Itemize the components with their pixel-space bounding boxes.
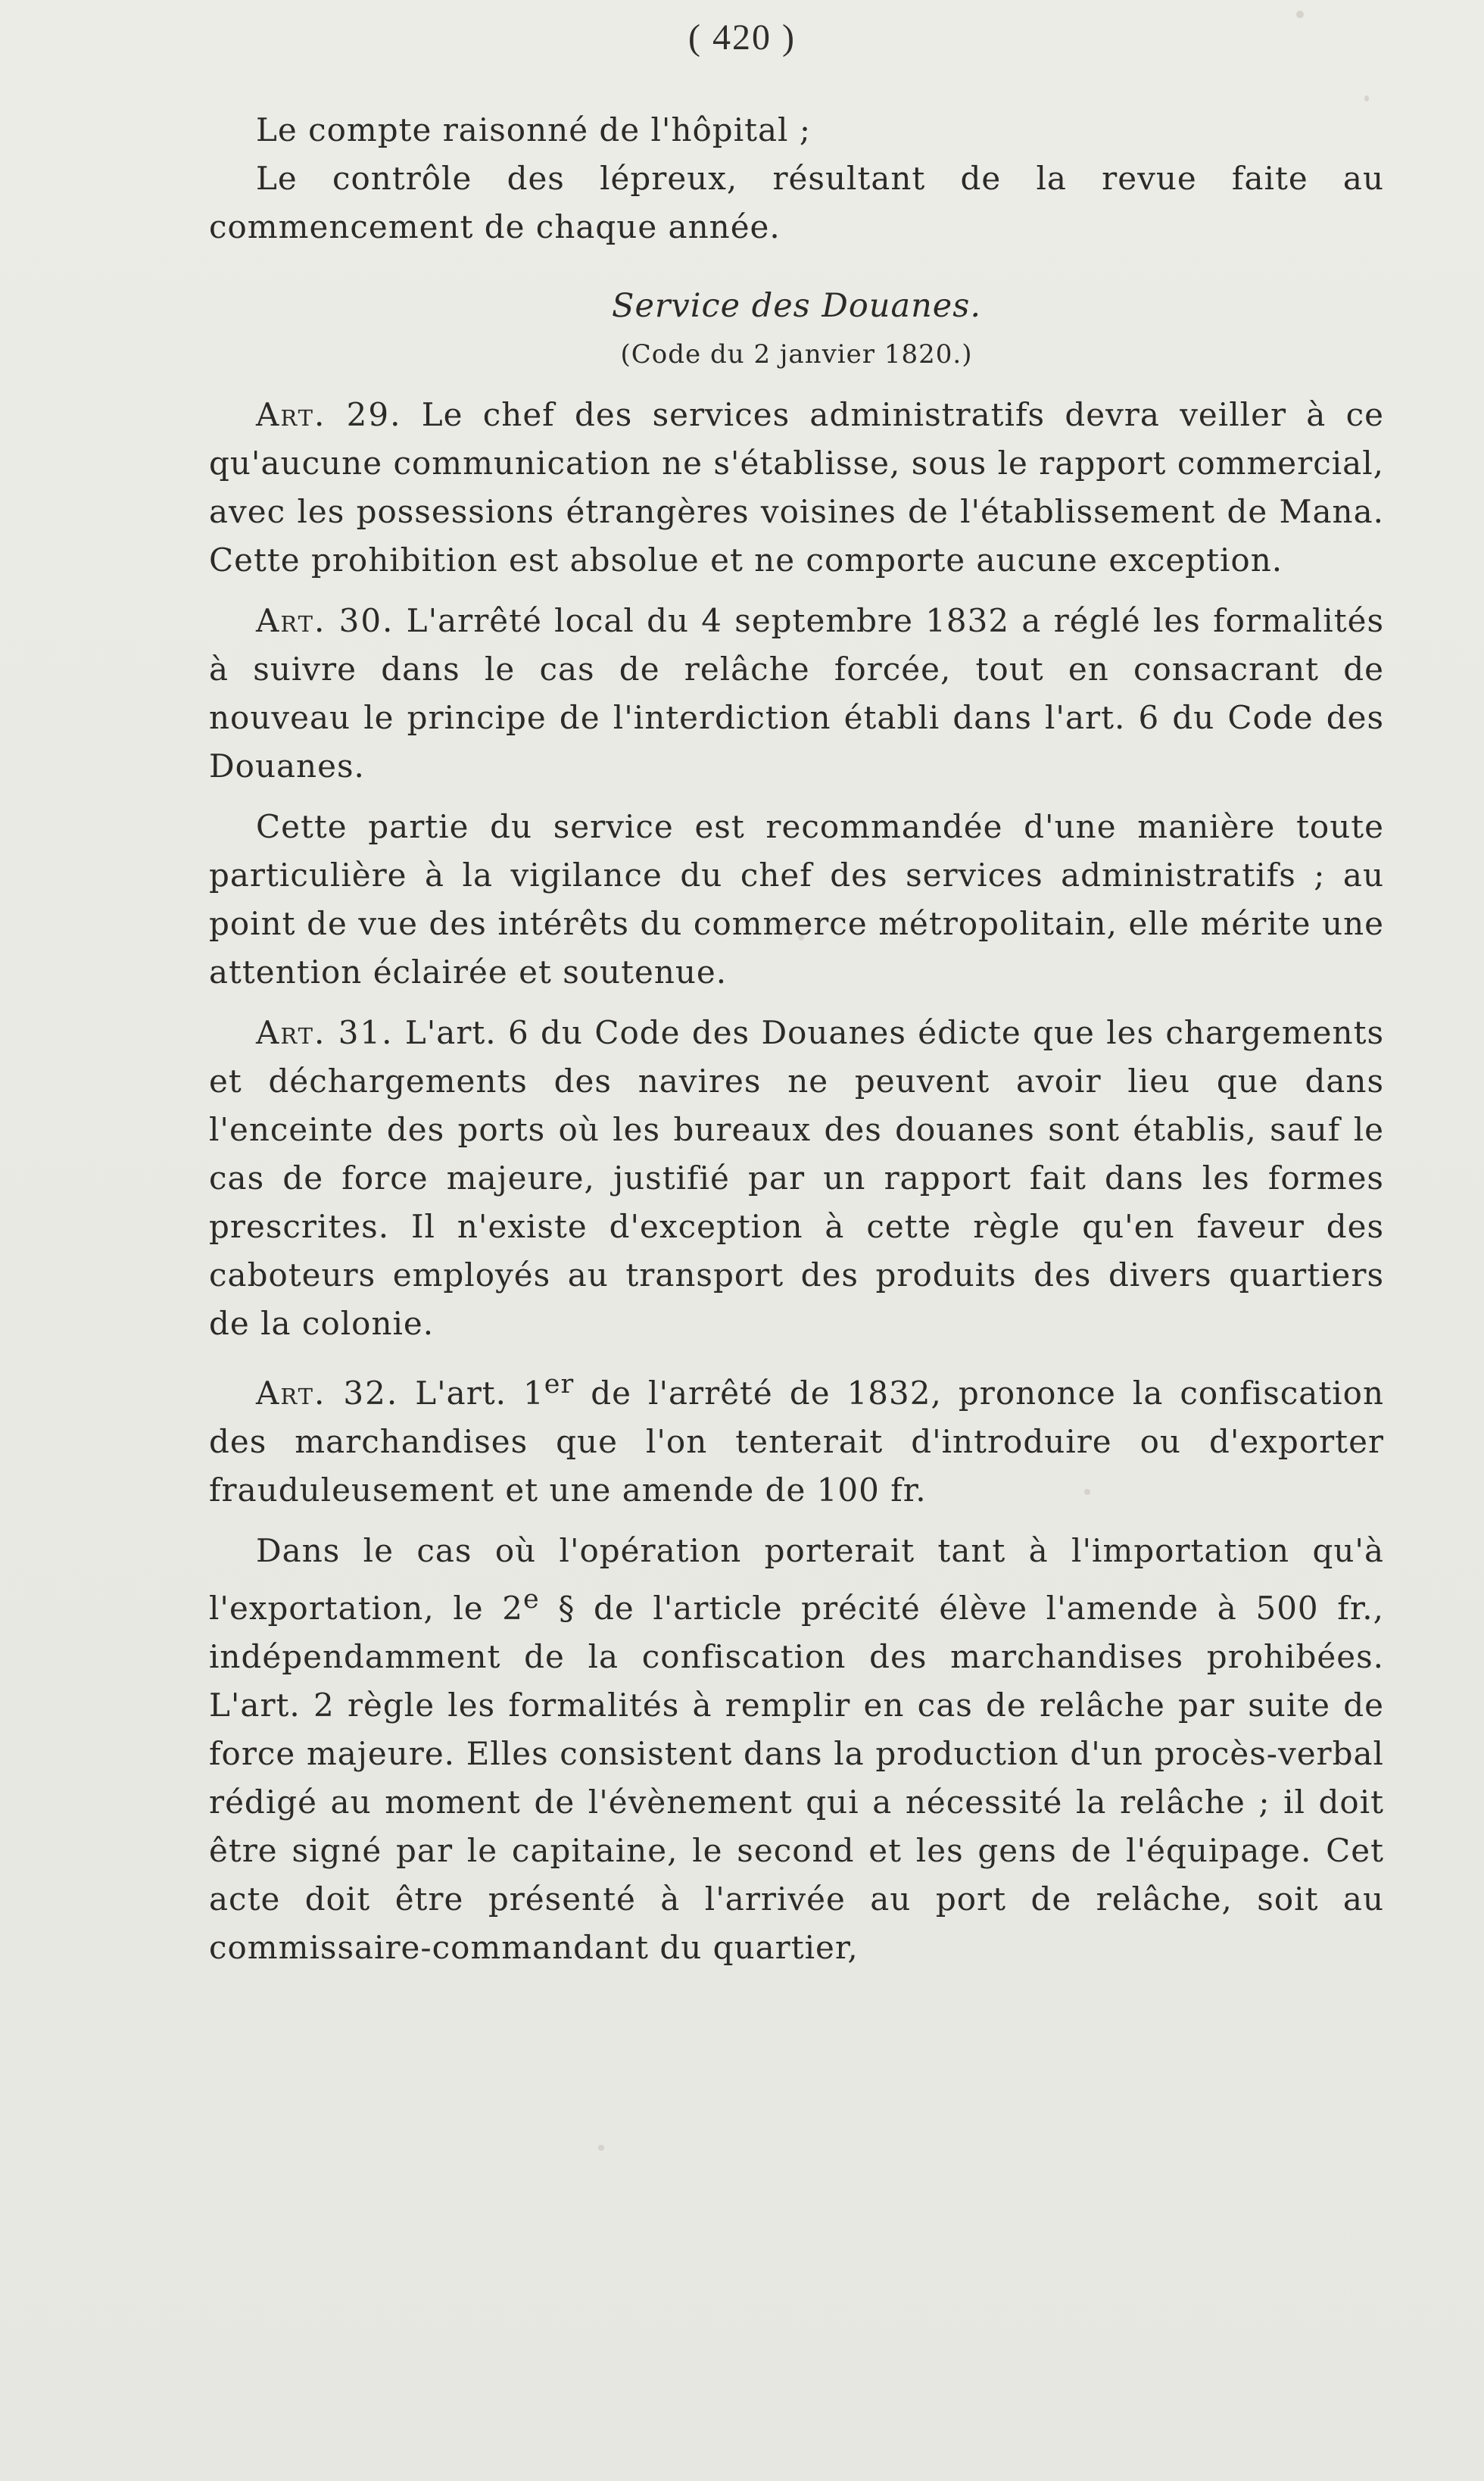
paper-speck — [1364, 95, 1369, 101]
page-body — [209, 106, 1384, 1972]
page-number: ( 420 ) — [688, 17, 796, 58]
section-title: Service des Douanes. — [612, 287, 981, 325]
paragraph-importation — [209, 1527, 1384, 1972]
paper-speck — [598, 2145, 604, 2151]
article-32-text-after: de l'arrêté de 1832, prononce la confiscation des marchandises que l'on tenterait d'introduire ou d'exporter frauduleusement et une amende de 100 fr. — [209, 1375, 1384, 1509]
article-32 — [209, 1360, 1384, 1515]
paragraph-importation-after: § de l'article précité élève l'amende à 500 fr., indépendamment de la confiscation des marchandises prohibées. L'art. 2 règle les formalités à remplir en cas de relâche par suite de force majeure. Elles consistent dans la production d'un procès-verbal rédigé au moment de l'évènement qui a nécessité la relâche ; il doit être signé par le capitaine, le second et les gens de l'équipage. Cet acte doit être présenté à l'arrivée au port de relâche, soit au commissaire-commandant du quartier, — [209, 1590, 1384, 1966]
article-32-label: Art. 32. — [256, 1375, 399, 1412]
paragraph-compte-raisonne: Le compte raisonné de l'hôpital ; — [256, 111, 811, 148]
article-30 — [209, 597, 1384, 791]
paragraph-importation-before: Dans le cas où l'opération porterait tant à l'importation qu'à l'exportation, le 2 — [209, 1532, 1384, 1627]
paragraph-controle-lepreux: Le contrôle des lépreux, résultant de la revue faite au commencement de chaque année. — [209, 160, 1384, 245]
article-30-label: Art. 30. — [256, 602, 394, 639]
section-subtitle: (Code du 2 janvier 1820.) — [620, 339, 973, 370]
article-31-label: Art. 31. — [256, 1014, 394, 1051]
article-29-label: Art. 29. — [256, 396, 402, 433]
paragraph-service: Cette partie du service est recommandée d'une manière toute particulière à la vigilance du chef des services administratifs ; au point de vue des intérêts du commerce métropolitain, elle mérite une attention éclairée et soutenue. — [209, 808, 1384, 991]
article-32-text-before: L'art. 1 — [415, 1375, 544, 1412]
paragraph-importation-superscript: e — [522, 1584, 540, 1615]
article-29 — [209, 391, 1384, 585]
article-29-text: Le chef des services administratifs devra veiller à ce qu'aucune communication ne s'établisse, sous le rapport commercial, avec les possessions étrangères voisines de l'établissement de Mana. Cette prohibition est absolue et ne comporte aucune exception. — [209, 396, 1384, 579]
article-30-text: L'arrêté local du 4 septembre 1832 a réglé les formalités à suivre dans le cas de relâche forcée, tout en consacrant de nouveau le principe de l'interdiction établi dans l'art. 6 du Code des Douanes. — [209, 602, 1384, 785]
article-32-superscript: er — [544, 1369, 575, 1400]
article-31 — [209, 1009, 1384, 1348]
article-31-text: L'art. 6 du Code des Douanes édicte que les chargements et déchargements des navires ne peuvent avoir lieu que dans l'enceinte des ports où les bureaux des douanes sont établis, sauf le cas de force majeure, justifié par un rapport fait dans les formes prescrites. Il n'existe d'exception à cette règle qu'en faveur des caboteurs employés au transport des produits des divers quartiers de la colonie. — [209, 1014, 1384, 1342]
